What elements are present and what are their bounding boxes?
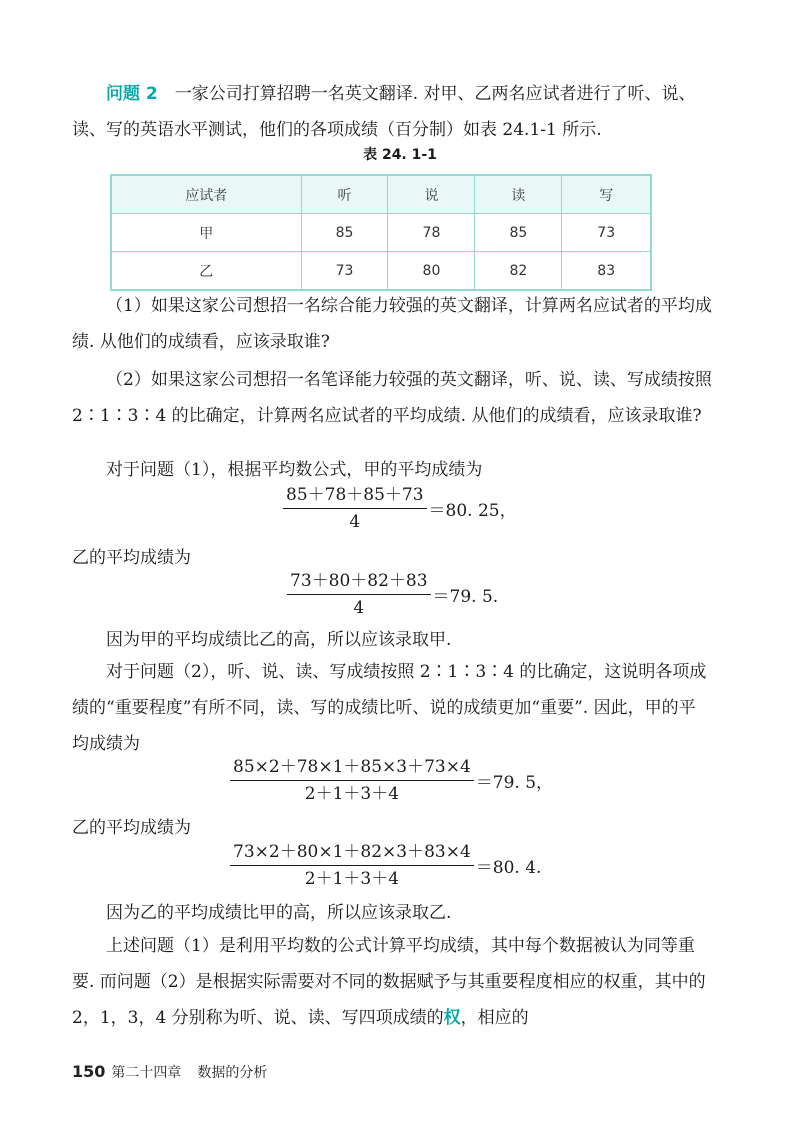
table-header-row [111, 175, 651, 214]
page-number: 150 [72, 1062, 106, 1081]
formula-result: ＝80. 4. [475, 858, 542, 878]
formula-result: ＝79. 5， [475, 773, 554, 793]
table-row [111, 252, 651, 291]
table-cell: 82 [475, 252, 562, 291]
yi-mean-label: 乙的平均成绩为 [72, 548, 191, 568]
fraction [230, 841, 474, 890]
question-1: （1）如果这家公司想招一名综合能力较强的英文翻译，计算两名应试者的平均成绩. 从他们的成绩看，应该录取谁? [72, 296, 712, 352]
denominator: 4 [353, 598, 365, 618]
explanation-tail: ，相应的 [460, 1008, 529, 1028]
score-table [110, 174, 652, 291]
formula-jia-mean [283, 484, 517, 533]
weight-explanation [72, 928, 712, 1036]
numerator: 85×2＋78×1＋85×3＋73×4 [230, 756, 474, 781]
table-cell: 73 [562, 214, 651, 252]
formula-yi-weighted [230, 841, 541, 890]
numerator: 85＋78＋85＋73 [283, 484, 427, 509]
conclusion-1: 因为甲的平均成绩比乙的高，所以应该录取甲. [106, 630, 452, 650]
denominator: 2＋1＋3＋4 [304, 784, 400, 804]
fraction [287, 570, 431, 619]
table-caption: 表 24. 1-1 [363, 147, 437, 163]
formula-result: ＝79. 5. [432, 587, 499, 607]
conclusion-2: 因为乙的平均成绩比甲的高，所以应该录取乙. [106, 903, 452, 923]
numerator: 73×2＋80×1＋82×3＋83×4 [230, 841, 474, 866]
fraction [283, 484, 427, 533]
solution-intro: 对于问题（1），根据平均数公式，甲的平均成绩为 [106, 460, 483, 480]
header-cell: 读 [475, 175, 562, 214]
table-cell: 甲 [111, 214, 301, 252]
denominator: 4 [349, 512, 361, 532]
header-cell: 应试者 [111, 175, 301, 214]
formula-result: ＝80. 25， [428, 501, 517, 521]
table-row [111, 214, 651, 252]
chapter-label: 第二十四章 [111, 1065, 182, 1081]
problem-label: 问题 2 [106, 84, 158, 104]
page-footer [72, 1062, 267, 1082]
solution-2-intro: 对于问题（2），听、说、读、写成绩按照 2∶1∶3∶4 的比确定，这说明各项成绩的“重要程度”有所不同，读、写的成绩比听、说的成绩更加“重要”. 因此，甲的平均成绩为 [72, 662, 707, 754]
formula-yi-mean [287, 570, 498, 619]
problem-text: 一家公司打算招聘一名英文翻译. 对甲、乙两名应试者进行了听、说、读、写的英语水平测试，他们的各项成绩（百分制）如表 24.1-1 所示. [72, 84, 696, 140]
table-cell: 83 [562, 252, 651, 291]
formula-jia-weighted [230, 756, 553, 805]
table-cell: 78 [388, 214, 475, 252]
fraction [230, 756, 474, 805]
question-2: （2）如果这家公司想招一名笔译能力较强的英文翻译，听、说、读、写成绩按照 2∶1∶3∶4 的比确定，计算两名应试者的平均成绩. 从他们的成绩看，应该录取谁? [72, 370, 712, 426]
table-cell: 73 [301, 252, 388, 291]
yi-weighted-label: 乙的平均成绩为 [72, 818, 191, 838]
table-cell: 85 [301, 214, 388, 252]
chapter-title: 数据的分析 [197, 1065, 268, 1081]
header-cell: 说 [388, 175, 475, 214]
numerator: 73＋80＋82＋83 [287, 570, 431, 595]
problem-statement [72, 76, 712, 148]
table-cell: 85 [475, 214, 562, 252]
weight-term: 权 [443, 1008, 461, 1028]
header-cell: 写 [562, 175, 651, 214]
denominator: 2＋1＋3＋4 [304, 869, 400, 889]
table-cell: 乙 [111, 252, 301, 291]
explanation-text: 上述问题（1）是利用平均数的公式计算平均成绩，其中每个数据被认为同等重要. 而问题（2）是根据实际需要对不同的数据赋予与其重要程度相应的权重，其中的 2，1，3，4 分别称为听、说、读、写四项成绩的 [72, 936, 706, 1028]
table-cell: 80 [388, 252, 475, 291]
header-cell: 听 [301, 175, 388, 214]
